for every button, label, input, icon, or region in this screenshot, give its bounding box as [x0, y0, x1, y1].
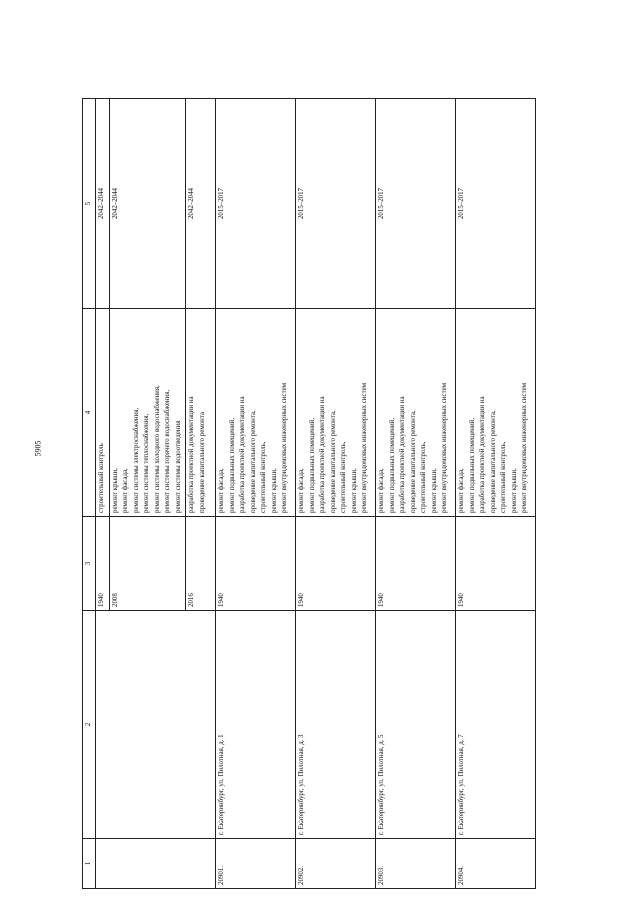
- rotated-table-container: [82, 99, 532, 889]
- work-item: ремонт подвальных помещений,: [468, 417, 476, 513]
- work-item: ремонт фасада,: [458, 468, 465, 513]
- work-item: ремонт крыши,: [111, 468, 119, 513]
- work-item: ремонт подвальных помещений,: [388, 417, 396, 513]
- column-header-5: 5: [83, 99, 96, 309]
- work-item: ремонт фасада,: [122, 468, 129, 513]
- work-item: строительный контроль: [98, 443, 105, 513]
- work-item: строительный контроль,: [260, 441, 267, 513]
- work-item: ремонт подвальных помещений,: [308, 417, 316, 513]
- work-item: разработка проектной документации на: [319, 396, 326, 513]
- row-period: 2042–2044: [186, 99, 216, 309]
- work-item: ремонт системы электроснабжения,: [132, 407, 140, 513]
- page-number: 5905: [33, 440, 43, 457]
- work-item: ремонт фасада,: [378, 468, 385, 513]
- work-item: ремонт фасада,: [298, 468, 305, 513]
- work-item: ремонт крыши,: [270, 468, 278, 513]
- row-address: г. Екатеринбург, ул. Пилотная, д. 5: [376, 611, 456, 839]
- work-item: проведение капитального ремонта: [198, 412, 206, 513]
- table-row: [296, 99, 376, 889]
- table-header-row: [83, 99, 96, 889]
- work-item: проведение капитального ремонта,: [249, 410, 257, 513]
- row-address: [96, 611, 216, 839]
- column-header-3: 3: [83, 517, 96, 611]
- table-row: [376, 99, 456, 889]
- work-item: ремонт системы горячего водоснабжения,: [164, 389, 171, 513]
- row-works: [216, 309, 296, 517]
- row-year: 2016: [186, 517, 216, 611]
- row-works: [376, 309, 456, 517]
- work-item: разработка проектной документации на: [399, 396, 406, 513]
- row-works: [109, 309, 186, 517]
- work-item: разработка проектной документации на: [188, 396, 195, 513]
- work-item: ремонт внутридомовых инженерных систем: [521, 382, 528, 513]
- row-period: 2015–2017: [456, 99, 536, 309]
- work-item: ремонт фасада,: [218, 468, 225, 513]
- work-item: строительный контроль,: [340, 441, 347, 513]
- row-year: 1940: [96, 517, 110, 611]
- row-period: 2015–2017: [296, 99, 376, 309]
- column-header-4: 4: [83, 309, 96, 517]
- row-period: 2015–2017: [376, 99, 456, 309]
- row-year: 1940: [296, 517, 376, 611]
- row-works: [456, 309, 536, 517]
- row-period: 2042–2044: [109, 99, 186, 309]
- column-header-1: 1: [83, 839, 96, 889]
- row-index: 20902.: [296, 839, 376, 889]
- table-row: [96, 99, 110, 889]
- work-item: ремонт подвальных помещений,: [228, 417, 236, 513]
- table-row: [456, 99, 536, 889]
- row-index: 20903.: [376, 839, 456, 889]
- work-item: ремонт крыши,: [350, 468, 358, 513]
- work-item: ремонт системы водоотведения: [174, 420, 182, 513]
- row-works: [96, 309, 110, 517]
- work-item: проведение капитального ремонта,: [329, 410, 337, 513]
- work-item: ремонт крыши,: [510, 468, 518, 513]
- row-index: [96, 839, 216, 889]
- work-item: ремонт системы холодного водоснабжения,: [153, 385, 161, 513]
- work-item: проведение капитального ремонта,: [409, 410, 417, 513]
- row-works: [186, 309, 216, 517]
- row-period: 2015–2017: [216, 99, 296, 309]
- column-header-2: 2: [83, 611, 96, 839]
- work-item: ремонт системы теплоснабжения,: [143, 413, 150, 513]
- row-year: 1940: [456, 517, 536, 611]
- table-row: [216, 99, 296, 889]
- row-works: [296, 309, 376, 517]
- work-item: проведение капитального ремонта,: [489, 410, 497, 513]
- row-address: г. Екатеринбург, ул. Пилотная, д. 3: [296, 611, 376, 839]
- work-item: разработка проектной документации на: [479, 396, 486, 513]
- row-address: г. Екатеринбург, ул. Пилотная, д. 1: [216, 611, 296, 839]
- table-body: [96, 99, 536, 889]
- row-index: 20901.: [216, 839, 296, 889]
- repair-schedule-table: [82, 98, 536, 889]
- row-year: 1940: [376, 517, 456, 611]
- work-item: ремонт внутридомовых инженерных систем: [361, 382, 368, 513]
- work-item: строительный контроль,: [420, 441, 427, 513]
- row-year: 2008: [109, 517, 186, 611]
- work-item: ремонт крыши,: [430, 468, 438, 513]
- work-item: ремонт внутридомовых инженерных систем: [441, 382, 448, 513]
- row-period: 2042–2044: [96, 99, 110, 309]
- work-item: ремонт внутридомовых инженерных систем: [281, 382, 288, 513]
- row-address: г. Екатеринбург, ул. Пилотная, д. 7: [456, 611, 536, 839]
- work-item: разработка проектной документации на: [239, 396, 246, 513]
- row-index: 20904.: [456, 839, 536, 889]
- work-item: строительный контроль,: [500, 441, 507, 513]
- row-year: 1940: [216, 517, 296, 611]
